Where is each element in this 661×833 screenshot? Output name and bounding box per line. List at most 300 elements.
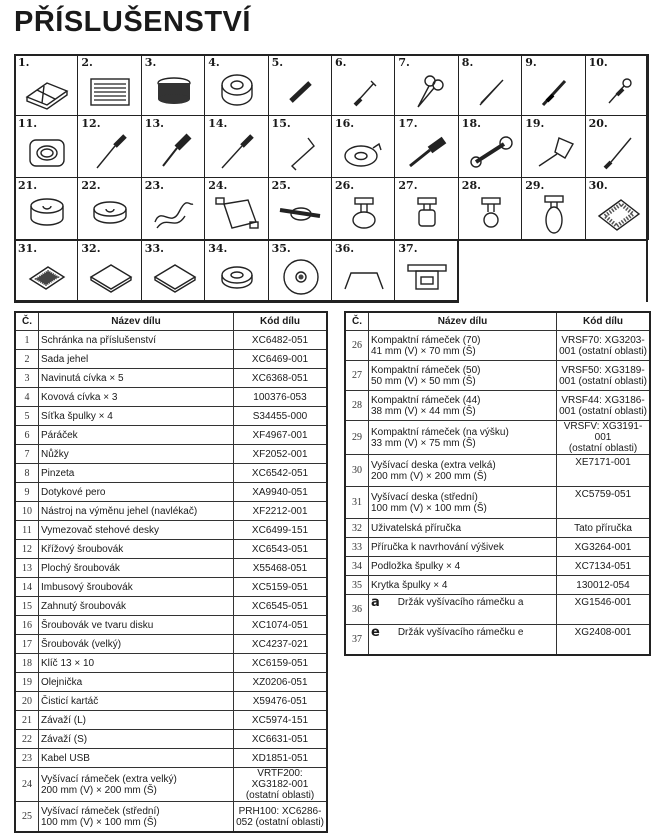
accessory-cell [141,54,205,117]
accessory-number: 23. [144,179,164,192]
accessory-number: 5. [271,56,284,69]
part-code-cell [557,421,651,455]
accessory-cell [394,177,458,240]
part-name-cell [39,673,234,692]
part-name-cell [39,597,234,616]
part-name: Vyšívací rámeček (střední) [41,805,160,817]
holder-mark-icon: a [371,595,380,610]
accessory-cell [14,115,78,178]
part-code-cell [234,635,328,654]
accessory-cell [394,115,458,178]
table-row [15,673,327,692]
part-code: XD1851-051 [251,752,309,764]
table-row [15,559,327,578]
table-row [15,692,327,711]
part-code: XC6159-051 [251,657,309,669]
page-title: PŘÍSLUŠENSTVÍ [14,6,251,38]
touch-pen-icon [529,69,579,113]
accessory-number: 32. [81,242,101,255]
part-name: Kovová cívka × 3 [41,391,118,403]
part-dimensions: 200 mm (V) × 200 mm (Š) [41,784,157,796]
part-name-cell [39,711,234,730]
part-code: 130012-054 [576,579,630,591]
part-dimensions: 200 mm (V) × 200 mm (Š) [371,470,487,482]
part-number: 31 [345,487,369,519]
accessory-number: 27. [398,179,418,192]
part-name: Nástroj na výměnu jehel (navlékač) [41,505,198,517]
part-code-cell [234,540,328,559]
part-code-note: 001 (ostatní oblasti) [559,405,647,417]
part-number: 16 [15,616,39,635]
metal-bobbin-icon [212,69,262,113]
part-code-note: (ostatní oblasti) [568,443,638,454]
part-name: Křížový šroubovák [41,543,124,555]
part-code: 100376-053 [253,391,307,403]
accessory-number: 3. [144,56,157,69]
part-name: Kabel USB [41,752,90,764]
accessory-number: 22. [81,179,101,192]
part-number: 12 [15,540,39,559]
part-code-note: 001 (ostatní oblasti) [559,375,647,387]
part-code: XA9940-051 [252,486,308,498]
needle-plate-spacer-icon [22,130,72,174]
part-dimensions: 33 mm (V) × 75 mm (Š) [371,437,476,449]
accessory-number: 25. [271,179,291,192]
accessory-number: 19. [525,116,545,130]
part-name-cell [369,361,557,391]
table-row [345,625,650,656]
bobbin-net-icon [276,69,326,113]
part-code: XG3264-001 [574,541,632,553]
part-name-cell [369,595,557,625]
part-code-cell [234,711,328,730]
accessory-case-icon [22,69,72,113]
accessory-cell [331,115,395,178]
col-header-code: Kód dílu [557,312,651,331]
part-name: Kompaktní rámeček (na výšku) [371,426,509,438]
seam-ripper-icon [339,69,389,113]
part-number: 36 [345,595,369,625]
flat-screwdriver-icon [149,130,199,174]
accessory-number: 20. [588,116,608,130]
table-row [345,421,650,455]
part-code: XG2408-001 [574,627,632,638]
part-code-note: 001 (ostatní oblasti) [559,345,647,357]
part-code-cell [557,625,651,656]
part-name-cell [39,802,234,833]
part-dimensions: 100 mm (V) × 100 mm (Š) [41,816,157,828]
part-name: Imbusový šroubovák [41,581,133,593]
accessory-number: 29. [525,179,545,192]
col-header-no: Č. [345,312,369,331]
part-code-cell [234,802,328,833]
part-name: Vyšívací deska (extra velká) [371,459,496,471]
accessory-number: 1. [18,56,30,69]
part-number: 24 [15,768,39,802]
part-code-cell [557,576,651,595]
accessory-cell [585,115,649,178]
part-name-cell [369,421,557,455]
accessory-cell [141,115,205,178]
accessory-number: 17. [398,116,418,130]
oiler-icon [529,130,579,174]
bent-screwdriver-icon [276,130,326,174]
embroidery-frame-medium-icon [276,192,326,236]
part-number: 10 [15,502,39,521]
part-name-cell [39,407,234,426]
part-name: Vymezovač stehové desky [41,524,160,536]
accessory-cell [585,54,649,117]
table-row [15,331,327,350]
part-code: VRSF44: XG3186- [561,394,645,406]
parts-table-left [14,311,328,833]
table-row [15,654,327,673]
table-row [345,331,650,361]
scissors-icon [402,69,452,113]
parts-table-right [344,311,651,656]
hex-screwdriver-icon [212,130,262,174]
accessory-number: 35. [271,242,291,255]
table-row [15,616,327,635]
part-number: 20 [15,692,39,711]
table-row [15,578,327,597]
part-name-cell [39,521,234,540]
part-number: 11 [15,521,39,540]
table-row [15,768,327,802]
accessory-cell [14,177,78,240]
part-number: 7 [15,445,39,464]
part-name-cell [369,625,557,656]
table-row [15,711,327,730]
part-number: 17 [15,635,39,654]
accessory-cell [331,177,395,240]
part-name-cell [39,426,234,445]
part-code-note: (ostatní oblasti) [245,790,315,801]
table-row [345,595,650,625]
usb-cable-icon [149,192,199,236]
part-number: 33 [345,538,369,557]
embroidery-frame-xl-icon [212,192,262,236]
accessory-cell [331,54,395,117]
table-row [15,597,327,616]
part-name-cell [39,483,234,502]
part-name: Schránka na příslušenství [41,334,157,346]
part-code-cell [557,519,651,538]
part-number: 19 [15,673,39,692]
part-number: 21 [15,711,39,730]
accessory-number: 28. [461,179,481,192]
part-code-cell [234,692,328,711]
part-name: Zahnutý šroubovák [41,600,127,612]
col-header-no: Č. [15,312,39,331]
disc-screwdriver-icon [339,130,389,174]
needle-set-icon [85,69,135,113]
embroidery-sheet-xl-icon [593,192,643,236]
part-code-cell [234,654,328,673]
phillips-screwdriver-icon [85,130,135,174]
part-name-cell [39,464,234,483]
part-name-cell [369,519,557,538]
part-name-cell [39,502,234,521]
part-number: 8 [15,464,39,483]
part-code-cell [557,391,651,421]
part-name-cell [39,635,234,654]
part-number: 6 [15,426,39,445]
part-number: 15 [15,597,39,616]
part-code: VRSF50: XG3189- [561,364,645,376]
part-code: X55468-051 [252,562,308,574]
part-name-cell [39,350,234,369]
part-code: XC4237-021 [251,638,309,650]
part-name: Navinutá cívka × 5 [41,372,124,384]
grid-frame-last-row [14,240,459,302]
accessory-number: 13. [144,116,164,130]
part-number: 22 [15,730,39,749]
part-code-cell [234,578,328,597]
accessory-cell [585,177,649,240]
part-name: Kompaktní rámeček (70) [371,334,481,346]
accessory-number: 14. [208,116,228,130]
accessory-number: 37. [398,242,418,255]
part-number: 3 [15,369,39,388]
table-row [15,350,327,369]
accessory-number: 18. [461,116,481,130]
part-number: 23 [15,749,39,768]
part-dimensions: 38 mm (V) × 44 mm (Š) [371,405,476,417]
part-name-cell [39,749,234,768]
part-code-cell [557,455,651,487]
part-name-cell [39,578,234,597]
accessory-cell [521,115,585,178]
part-name-cell [39,692,234,711]
part-name-cell [369,538,557,557]
part-name: Šroubovák ve tvaru disku [41,619,154,631]
table-row [15,802,327,833]
part-number: 5 [15,407,39,426]
part-number: 4 [15,388,39,407]
part-name: Nůžky [41,448,69,460]
part-code-cell [557,487,651,519]
part-name: Krytka špulky × 4 [371,579,448,591]
accessory-cell [268,177,332,240]
part-code: VRTF200: XG3182-001 [251,768,309,790]
accessory-cell [268,54,332,117]
wrench-icon [466,130,516,174]
holder-mark-icon: e [371,625,380,640]
part-code: XF2212-001 [252,505,308,517]
table-row [15,502,327,521]
table-header-row [345,312,650,331]
table-row [345,487,650,519]
part-dimensions: 50 mm (V) × 50 mm (Š) [371,375,476,387]
tweezers-icon [466,69,516,113]
part-name: Vyšívací rámeček (extra velký) [41,773,177,785]
part-name-cell [369,487,557,519]
accessory-number: 8. [461,56,474,69]
table-row [345,519,650,538]
table-row [15,749,327,768]
part-name-cell [39,540,234,559]
part-name: Závaží (S) [41,733,88,745]
accessory-number: 15. [271,116,291,130]
accessory-number: 26. [335,179,355,192]
part-code: VRSFV: XG3191-001 [563,421,643,443]
part-name: Síťka špulky × 4 [41,410,113,422]
part-number: 2 [15,350,39,369]
part-name: Držák vyšívacího rámečku e [397,627,524,638]
part-name-cell [369,391,557,421]
col-header-name: Název dílu [39,312,234,331]
table-row [15,388,327,407]
part-number: 34 [345,557,369,576]
part-code-cell [557,557,651,576]
part-code: XC5974-151 [251,714,309,726]
part-code: XC6482-051 [251,334,309,346]
part-number: 28 [345,391,369,421]
part-code: XC6631-051 [251,733,309,745]
table-row [15,730,327,749]
part-number: 30 [345,455,369,487]
wound-bobbin-icon [149,69,199,113]
compact-frame-70-icon [339,192,389,236]
accessory-number: 10. [588,56,608,69]
part-code-cell [234,673,328,692]
part-name: Olejnička [41,676,83,688]
table-row [345,361,650,391]
part-code: XC6499-151 [251,524,309,536]
accessory-cell [458,54,522,117]
accessory-number: 9. [525,56,537,69]
large-screwdriver-icon [402,130,452,174]
compact-frame-44-icon [466,192,516,236]
accessory-number: 12. [81,116,101,130]
weight-large-icon [22,192,72,236]
part-code-cell [234,331,328,350]
needle-changer-icon [593,69,643,113]
part-name: Klíč 13 × 10 [41,657,95,669]
part-code: PRH100: XC6286- [238,805,322,817]
part-code: XF4967-001 [252,429,308,441]
table-row [15,464,327,483]
part-code-cell [234,464,328,483]
part-code: XC6545-051 [251,600,309,612]
part-name-cell [369,557,557,576]
table-row [345,557,650,576]
part-code: VRSF70: XG3203- [561,334,645,346]
part-number: 14 [15,578,39,597]
part-name-cell [39,730,234,749]
weight-small-icon [85,192,135,236]
part-number: 18 [15,654,39,673]
accessory-cell [204,177,268,240]
accessory-cell [458,177,522,240]
part-code: XC5759-051 [574,489,632,500]
part-name: Pinzeta [41,467,75,479]
accessory-cell [458,115,522,178]
part-name-cell [369,455,557,487]
table-row [15,540,327,559]
accessory-number: 2. [81,56,93,69]
part-code-cell [234,407,328,426]
table-row [15,426,327,445]
part-code: XZ0206-051 [252,676,308,688]
part-name: Čisticí kartáč [41,695,99,707]
part-name-cell [369,331,557,361]
part-name: Šroubovák (velký) [41,638,122,650]
part-name: Dotykové pero [41,486,106,498]
part-name: Příručka k navrhování výšivek [371,541,504,553]
table-header-row [15,312,327,331]
accessory-number: 21. [18,179,38,192]
table-row [345,455,650,487]
accessory-cell [521,54,585,117]
part-number: 35 [345,576,369,595]
accessory-number: 4. [208,56,220,69]
accessory-number: 34. [208,242,228,255]
accessory-cell [14,54,78,117]
part-code-cell [234,445,328,464]
accessory-number: 30. [588,179,608,192]
part-code-cell [557,331,651,361]
accessory-number: 6. [335,56,347,69]
part-dimensions: 41 mm (V) × 70 mm (Š) [371,345,476,357]
part-code: XC7134-051 [574,560,632,572]
part-name: Sada jehel [41,353,89,365]
table-row [345,576,650,595]
part-name-cell [39,768,234,802]
part-code: XC6368-051 [251,372,309,384]
part-code-cell [234,350,328,369]
part-code-cell [234,502,328,521]
part-code-cell [234,521,328,540]
part-code-cell [234,369,328,388]
part-code-cell [557,595,651,625]
part-name: Závaží (L) [41,714,87,726]
col-header-code: Kód dílu [234,312,328,331]
part-code: XF2052-001 [252,448,308,460]
cleaning-brush-icon [593,130,643,174]
accessory-cell [77,54,141,117]
col-header-name: Název dílu [369,312,557,331]
part-name-cell [39,654,234,673]
compact-frame-vertical-icon [529,192,579,236]
part-number: 37 [345,625,369,656]
part-code-cell [234,483,328,502]
part-number: 32 [345,519,369,538]
accessory-number: 31. [18,242,38,255]
accessory-cell [521,177,585,240]
part-number: 29 [345,421,369,455]
part-number: 13 [15,559,39,578]
compact-frame-50-icon [402,192,452,236]
part-code: S34455-000 [252,410,308,422]
part-code: XE7171-001 [575,457,631,468]
part-name-cell [369,576,557,595]
part-number: 9 [15,483,39,502]
table-row [15,483,327,502]
part-code-cell [234,597,328,616]
part-code-cell [234,559,328,578]
table-row [15,407,327,426]
table-row [345,391,650,421]
part-code: XC1074-051 [251,619,309,631]
part-code: XC5159-051 [251,581,309,593]
accessory-number: 7. [398,56,410,69]
part-name: Uživatelská příručka [371,522,462,534]
accessory-cell [141,177,205,240]
part-code: XG1546-001 [574,597,632,608]
part-code-cell [234,730,328,749]
